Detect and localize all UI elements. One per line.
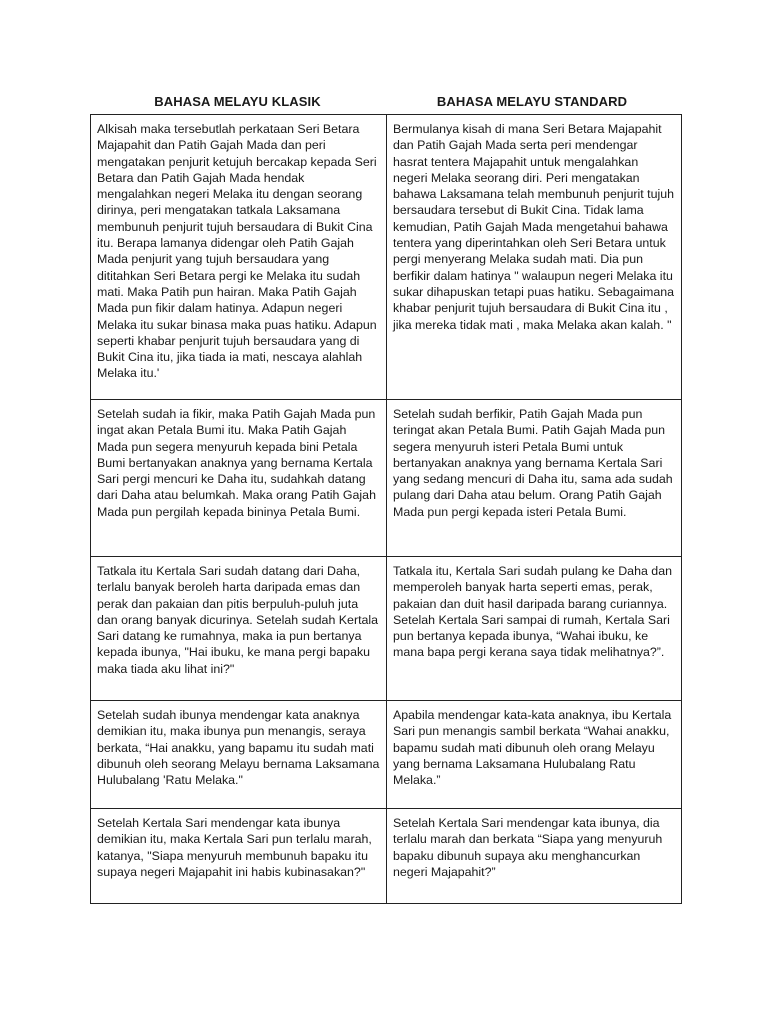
standard-cell: Apabila mendengar kata-kata anaknya, ibu Kertala Sari pun menangis sambil berkata “Wahai anakku, bapamu sudah mati dibunuh oleh orang Melayu yang bernama Laksamana Hulubalang Ratu Melaka.” xyxy=(387,701,682,809)
table-row xyxy=(91,115,682,400)
table-row xyxy=(91,701,682,809)
document-page xyxy=(90,88,679,904)
standard-cell: Tatkala itu, Kertala Sari sudah pulang ke Daha dan memperoleh banyak harta seperti emas, perak, pakaian dan duit hasil daripada barang curiannya. Setelah Kertala Sari sampai di rumah, Kertala Sari pun bertanya kepada ibunya, “Wahai ibuku, ke mana bapa pergi kerana saya tidak melihatnya?”. xyxy=(387,557,682,701)
column-headers xyxy=(90,88,679,114)
klasik-cell: Setelah sudah ia fikir, maka Patih Gajah Mada pun ingat akan Petala Bumi itu. Maka Patih Gajah Mada pun segera menyuruh kepada bini Petala Bumi bertanyakan anaknya yang bernama Kertala Sari pergi mencuri ke Daha itu, sudahkah datang dari Daha atau belumkah. Maka orang Patih Gajah Mada pun pergilah kepada bininya Petala Bumi. xyxy=(91,400,387,557)
klasik-cell: Tatkala itu Kertala Sari sudah datang dari Daha, terlalu banyak beroleh harta daripada emas dan perak dan pakaian dan pitis berpuluh-puluh juta dan orang banyak dicurinya. Setelah sudah Kertala Sari datang ke rumahnya, maka ia pun bertanya kepada ibunya, "Hai ibuku, ke mana pergi bapaku maka tiada aku lihat ini?" xyxy=(91,557,387,701)
klasik-cell: Alkisah maka tersebutlah perkataan Seri Betara Majapahit dan Patih Gajah Mada dan peri mengatakan penjurit ketujuh bercakap kepada Seri Betara dan Patih Gajah Mada hendak mengalahkan negeri Melaka itu dengan seorang dirinya, peri mengatakan tatkala Laksamana membunuh penjurit tujuh bersaudara di Bukit Cina itu. Berapa lamanya didengar oleh Patih Gajah Mada penjurit yang tujuh bersaudara yang dititahkan Seri Betara pergi ke Melaka itu sudah mati. Maka Patih pun hairan. Maka Patih Gajah Mada pun fikir dalam hatinya. Adapun negeri Melaka itu sukar binasa maka puas hatiku. Adapun seperti khabar penjurit tujuh bersaudara yang di Bukit Cina itu, jika tiada ia mati, nescaya alahlah Melaka itu.' xyxy=(91,115,387,400)
header-bahasa-melayu-klasik: BAHASA MELAYU KLASIK xyxy=(154,93,321,109)
standard-cell: Setelah Kertala Sari mendengar kata ibunya, dia terlalu marah dan berkata “Siapa yang menyuruh bapaku dibunuh supaya aku menghancurkan negeri Majapahit?” xyxy=(387,809,682,904)
standard-cell: Bermulanya kisah di mana Seri Betara Majapahit dan Patih Gajah Mada serta peri mendengar hasrat tentera Majapahit untuk mengalahkan negeri Melaka seorang diri. Peri mengatakan bahawa Laksamana telah membunuh penjurit tujuh bersaudara tersebut di Bukit Cina. Tidak lama kemudian, Patih Gajah Mada mengetahui bahawa tentera yang diperintahkan oleh Seri Betara untuk pergi menyerang Melaka sudah mati. Dia pun berfikir dalam hatinya " walaupun negeri Melaka itu sukar dihapuskan tetapi puas hatiku. Sebagaimana khabar penjurit tujuh bersaudara di Bukit Cina itu , jika mereka tidak mati , maka Melaka akan kalah. " xyxy=(387,115,682,400)
klasik-cell: Setelah Kertala Sari mendengar kata ibunya demikian itu, maka Kertala Sari pun terlalu marah, katanya, "Siapa menyuruh membunuh bapaku itu supaya negeri Majapahit ini habis kubinasakan?" xyxy=(91,809,387,904)
table-row xyxy=(91,557,682,701)
comparison-table xyxy=(90,114,682,904)
standard-cell: Setelah sudah berfikir, Patih Gajah Mada pun teringat akan Petala Bumi. Patih Gajah Mada pun segera menyuruh isteri Petala Bumi untuk bertanyakan anaknya yang bernama Kertala Sari yang sedang mencuri di Daha itu, sama ada sudah pulang dari Daha atau belum. Orang Patih Gajah Mada pun pergi kepada isteri Petala Bumi. xyxy=(387,400,682,557)
header-bahasa-melayu-standard: BAHASA MELAYU STANDARD xyxy=(436,93,628,109)
table-row xyxy=(91,400,682,557)
table-row xyxy=(91,809,682,904)
klasik-cell: Setelah sudah ibunya mendengar kata anaknya demikian itu, maka ibunya pun menangis, seraya berkata, “Hai anakku, yang bapamu itu sudah mati dibunuh oleh seorang Melayu bernama Laksamana Hulubalang 'Ratu Melaka." xyxy=(91,701,387,809)
